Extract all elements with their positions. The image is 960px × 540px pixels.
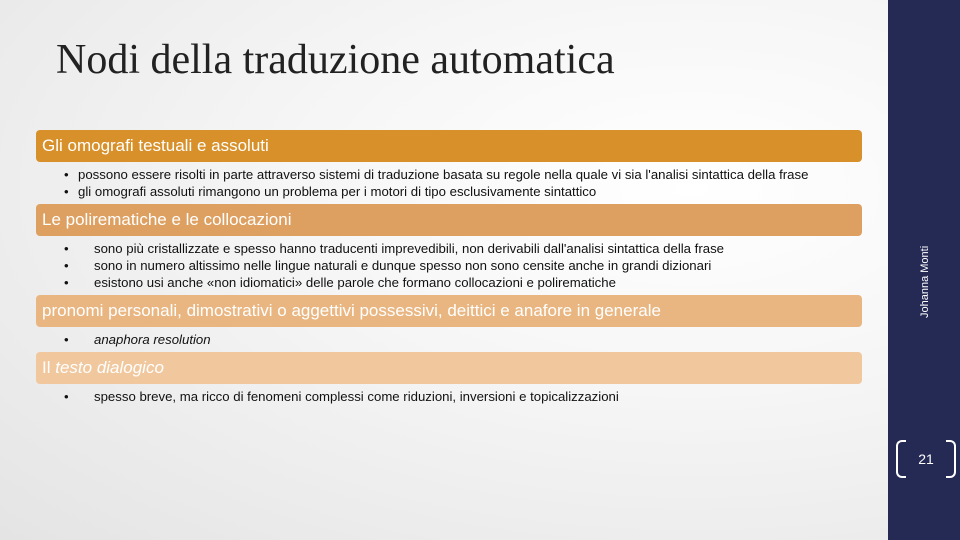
list-item: • sono più cristallizzate e spesso hanno traducenti imprevedibili, non derivabili dall'analisi sintattica della frase xyxy=(64,241,724,256)
section-header-omografi: Gli omografi testuali e assoluti xyxy=(36,130,862,162)
section-list-pronomi xyxy=(36,327,862,352)
bullet: • xyxy=(64,241,69,256)
bullet: • xyxy=(64,389,69,404)
bullet: • xyxy=(64,258,69,273)
section-list-omografi xyxy=(36,162,862,204)
author-label: Johanna Monti xyxy=(919,245,931,318)
list-item: • possono essere risolti in parte attraverso sistemi di traduzione basata su regole nella quale vi sia l'analisi sintattica della frase xyxy=(64,167,809,182)
list-item: • anaphora resolution xyxy=(64,332,211,347)
bullet: • xyxy=(64,184,69,199)
list-item: • sono in numero altissimo nelle lingue naturali e dunque spesso non sono censite anche in grandi dizionari xyxy=(64,258,712,273)
list-item: • esistono usi anche «non idiomatici» delle parole che formano collocazioni e polirematiche xyxy=(64,275,616,290)
section-list-testo-dialogico xyxy=(36,384,862,409)
section-header-pronomi: pronomi personali, dimostrativi o aggettivi possessivi, deittici e anafore in generale xyxy=(36,295,862,327)
page-number-box xyxy=(896,440,956,476)
bullet: • xyxy=(64,275,69,290)
section-header-testo-dialogico: Il testo dialogico xyxy=(36,352,862,384)
list-item: • gli omografi assoluti rimangono un problema per i motori di tipo esclusivamente sintattico xyxy=(64,184,597,199)
section-header-polirematiche: Le polirematiche e le collocazioni xyxy=(36,204,862,236)
content-area xyxy=(36,130,862,409)
page-number: 21 xyxy=(918,451,934,467)
list-item: • spesso breve, ma ricco di fenomeni complessi come riduzioni, inversioni e topicalizzazioni xyxy=(64,389,619,404)
bullet: • xyxy=(64,332,69,347)
bullet: • xyxy=(64,167,69,182)
right-bracket xyxy=(946,440,956,478)
slide-title: Nodi della traduzione automatica xyxy=(56,37,615,83)
section-list-polirematiche xyxy=(36,236,862,295)
